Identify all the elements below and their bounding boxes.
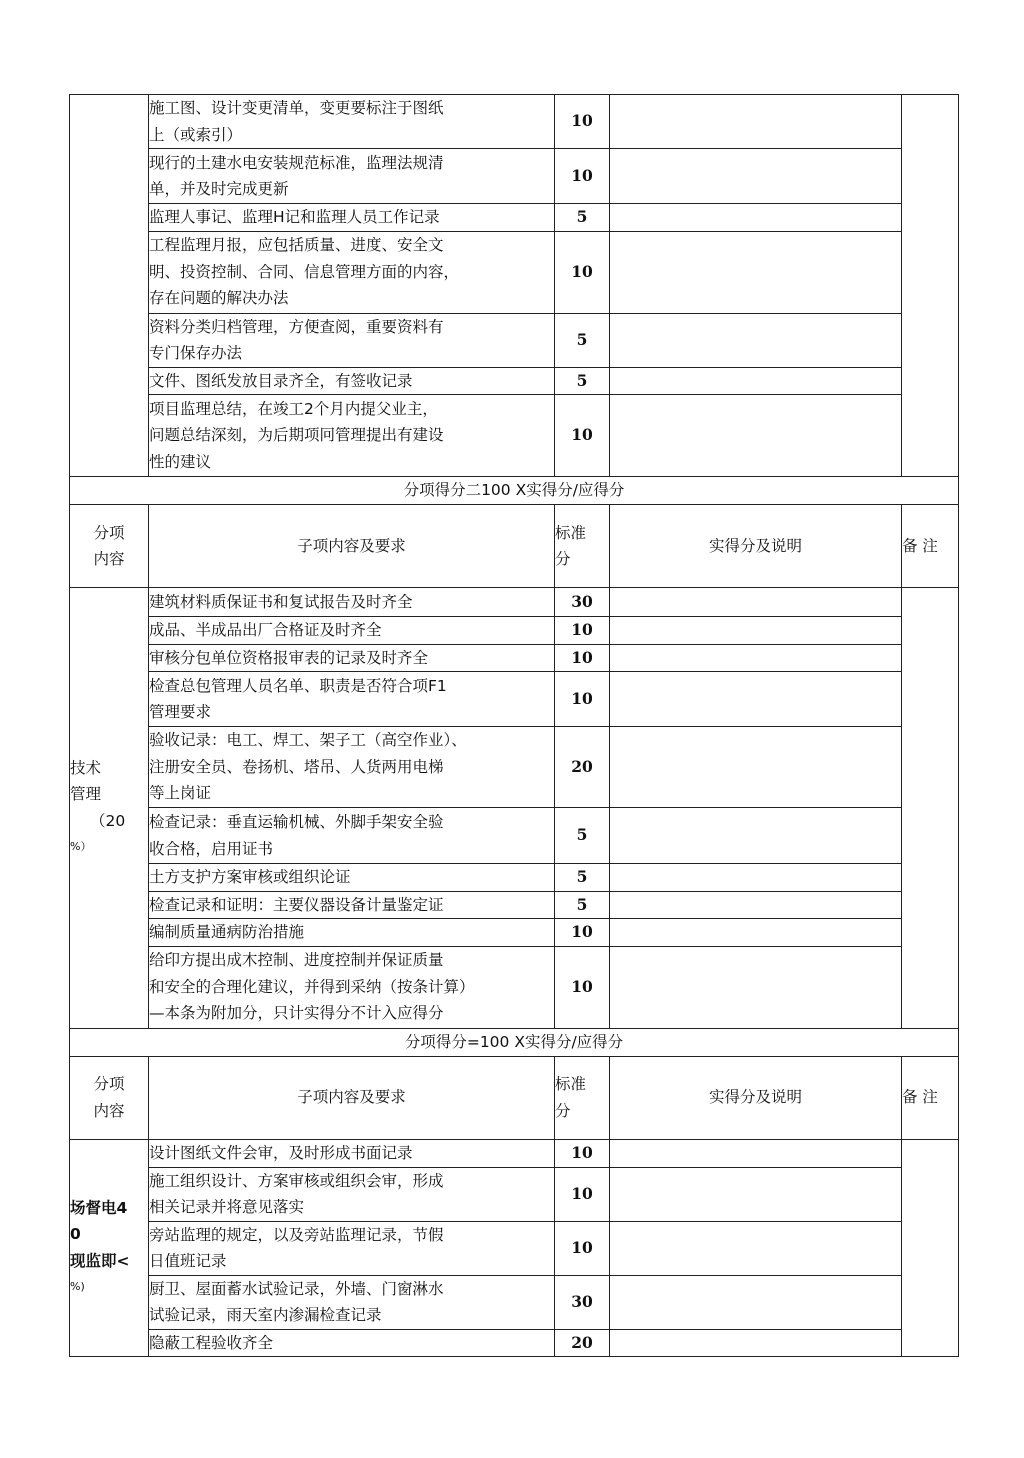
actual-score-cell[interactable] <box>610 727 902 808</box>
item-content: 编制质量通病防治措施 <box>149 919 555 947</box>
header-remark: 备 注 <box>902 505 959 588</box>
item-content: 现行的土建水电安装规范标准，监理法规清 单，并及时完成更新 <box>149 149 555 204</box>
actual-score-cell[interactable] <box>610 919 902 947</box>
item-content: 工程监理月报，应包括质量、进度、安全文 明、投资控制、合同、信息管理方面的内容， 存在问题的解决办法 <box>149 231 555 313</box>
item-content: 建筑材料质保证书和复试报告及时齐全 <box>149 588 555 617</box>
item-score: 10 <box>555 149 610 204</box>
table-row <box>70 919 959 947</box>
category-site-supervision: 场督电4 0 现监即< %) <box>70 1139 149 1357</box>
item-score: 10 <box>555 919 610 947</box>
table-row <box>70 1139 959 1167</box>
table-row <box>70 946 959 1028</box>
actual-score-cell[interactable] <box>610 617 902 645</box>
remark-cell[interactable] <box>902 588 959 1029</box>
item-score: 10 <box>555 231 610 313</box>
summary-row <box>70 1028 959 1056</box>
section-summary: 分项得分二100 X实得分/应得分 <box>70 477 959 505</box>
item-content: 检查记录和证明：主要仪器设备计量鉴定证 <box>149 891 555 919</box>
actual-score-cell[interactable] <box>610 1139 902 1167</box>
table-row <box>70 313 959 367</box>
item-content: 成品、半成品出厂合格证及时齐全 <box>149 617 555 645</box>
item-content: 施工图、设计变更清单，变更要标注于图纸 上（或索引） <box>149 95 555 149</box>
actual-score-cell[interactable] <box>610 204 902 232</box>
item-score: 20 <box>555 727 610 808</box>
item-content: 文件、图纸发放目录齐全，有签收记录 <box>149 367 555 395</box>
item-content: 检查总包管理人员名单、职责是否符合项F1 管理要求 <box>149 672 555 727</box>
item-score: 10 <box>555 1139 610 1167</box>
actual-score-cell[interactable] <box>610 891 902 919</box>
item-content: 旁站监理的规定，以及旁站监理记录，节假 日值班记录 <box>149 1221 555 1275</box>
actual-score-cell[interactable] <box>610 367 902 395</box>
item-score: 5 <box>555 204 610 232</box>
item-score: 10 <box>555 95 610 149</box>
table-row <box>70 1221 959 1275</box>
remark-cell[interactable] <box>902 95 959 477</box>
item-content: 审核分包单位资格报审表的记录及时齐全 <box>149 644 555 672</box>
table-row <box>70 808 959 864</box>
item-content: 项目监理总结，在竣工2个月内提父业主， 问题总结深刻，为后期项冋管理提出有建设 性的建议 <box>149 395 555 477</box>
item-content: 厨卫、屋面蓄水试验记录，外墙、门窗淋水 试验记录，雨天室内渗漏检查记录 <box>149 1275 555 1329</box>
header-row <box>70 505 959 588</box>
header-actual-score: 实得分及说明 <box>610 505 902 588</box>
table-row <box>70 617 959 645</box>
table-row <box>70 727 959 808</box>
table-row <box>70 891 959 919</box>
item-content: 监理人事记、监理H记和监理人员工作记录 <box>149 204 555 232</box>
table-row <box>70 1275 959 1329</box>
item-content: 设计图纸文件会审，及时形成书面记录 <box>149 1139 555 1167</box>
header-standard-score: 标准 分 <box>555 1056 610 1139</box>
table-row <box>70 395 959 477</box>
header-standard-score: 标准 分 <box>555 505 610 588</box>
header-actual-score: 实得分及说明 <box>610 1056 902 1139</box>
item-score: 10 <box>555 1221 610 1275</box>
actual-score-cell[interactable] <box>610 1275 902 1329</box>
table-row <box>70 672 959 727</box>
header-content: 子项内容及要求 <box>149 505 555 588</box>
actual-score-cell[interactable] <box>610 672 902 727</box>
header-category: 分项 内容 <box>70 1056 149 1139</box>
header-category: 分项 内容 <box>70 505 149 588</box>
evaluation-table <box>69 94 959 1357</box>
item-score: 5 <box>555 313 610 367</box>
table-row <box>70 95 959 149</box>
item-content: 隐蔽工程验收齐全 <box>149 1329 555 1357</box>
table-row <box>70 1167 959 1221</box>
table-row <box>70 149 959 204</box>
category-tech-management: 技术 管理 （20 %） <box>70 588 149 1029</box>
item-score: 5 <box>555 864 610 892</box>
table-row <box>70 1329 959 1357</box>
summary-row <box>70 477 959 505</box>
actual-score-cell[interactable] <box>610 231 902 313</box>
header-remark: 备 注 <box>902 1056 959 1139</box>
table-row <box>70 864 959 892</box>
table-row <box>70 644 959 672</box>
table-row <box>70 588 959 617</box>
table-row <box>70 204 959 232</box>
actual-score-cell[interactable] <box>610 588 902 617</box>
item-score: 10 <box>555 617 610 645</box>
actual-score-cell[interactable] <box>610 808 902 864</box>
table-row <box>70 367 959 395</box>
item-score: 30 <box>555 1275 610 1329</box>
item-content: 土方支护方案审核或组织论证 <box>149 864 555 892</box>
item-content: 资料分类归档管理，方便查阅，重要资料有 专门保存办法 <box>149 313 555 367</box>
item-score: 30 <box>555 588 610 617</box>
actual-score-cell[interactable] <box>610 864 902 892</box>
header-content: 子项内容及要求 <box>149 1056 555 1139</box>
item-content: 施工组织设计、方案审核或组织会审，形成 相关记录并将意见落实 <box>149 1167 555 1221</box>
remark-cell[interactable] <box>902 1139 959 1357</box>
item-score: 5 <box>555 367 610 395</box>
item-score: 5 <box>555 891 610 919</box>
item-score: 5 <box>555 808 610 864</box>
actual-score-cell[interactable] <box>610 95 902 149</box>
actual-score-cell[interactable] <box>610 1221 902 1275</box>
actual-score-cell[interactable] <box>610 644 902 672</box>
item-content: 检查记录：垂直运输机械、外脚手架安全验 收合格，启用证书 <box>149 808 555 864</box>
section-summary: 分项得分=100 X实得分/应得分 <box>70 1028 959 1056</box>
item-score: 10 <box>555 1167 610 1221</box>
actual-score-cell[interactable] <box>610 946 902 1028</box>
item-score: 10 <box>555 395 610 477</box>
item-score: 10 <box>555 672 610 727</box>
actual-score-cell[interactable] <box>610 1167 902 1221</box>
item-score: 10 <box>555 946 610 1028</box>
actual-score-cell[interactable] <box>610 1329 902 1357</box>
item-score: 10 <box>555 644 610 672</box>
item-content: 验收记录：电工、焊工、架子工（高空作业）、 注册安全员、卷扬机、塔吊、人货两用电梯 等上岗证 <box>149 727 555 808</box>
item-content: 给印方提出成木控制、进度控制并保证质量 和安全的合理化建议，并得到采纳（按条计算） —本条为附加分，只计实得分不计入应得分 <box>149 946 555 1028</box>
category-cell-empty <box>70 95 149 477</box>
header-row <box>70 1056 959 1139</box>
item-score: 20 <box>555 1329 610 1357</box>
actual-score-cell[interactable] <box>610 313 902 367</box>
table-row <box>70 231 959 313</box>
actual-score-cell[interactable] <box>610 395 902 477</box>
actual-score-cell[interactable] <box>610 149 902 204</box>
